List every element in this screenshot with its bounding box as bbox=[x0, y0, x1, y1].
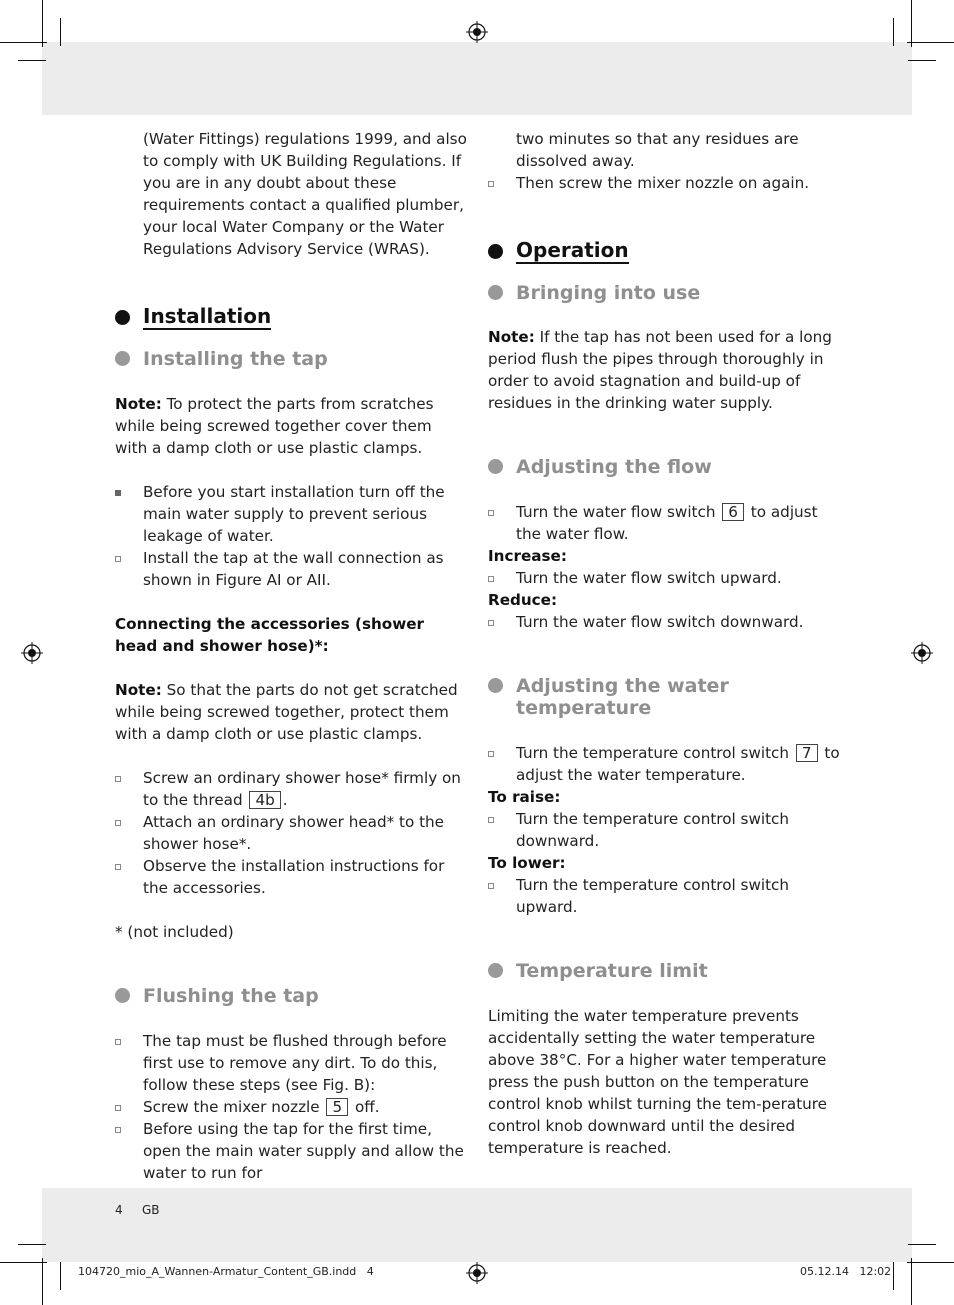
crop-mark bbox=[42, 0, 43, 47]
note-paragraph: Note: If the tap has not been used for a long period flush the pipes through thoroughly in order to avoid stagnation and build-up of residues in the drinking water supply. bbox=[488, 328, 832, 412]
square-bullet-icon bbox=[488, 510, 494, 516]
intro-paragraph: (Water Fittings) regulations 1999, and also to comply with UK Building Regulations. If you are in any doubt about these requirements contact a qualified plumber, your local Water Company or the Water Regulations Advisory Service (WRAS). bbox=[143, 130, 467, 258]
heading-dot-icon bbox=[115, 351, 130, 366]
list-item: Before using the tap for the first time, open the main water supply and allow the water to run for bbox=[115, 1118, 467, 1184]
installing-tap-heading: Installing the tap bbox=[115, 348, 467, 370]
crop-mark bbox=[893, 1262, 894, 1290]
square-bullet-icon bbox=[115, 820, 121, 826]
heading-dot-icon bbox=[115, 988, 130, 1003]
crop-mark bbox=[907, 1262, 954, 1263]
list-item: Turn the temperature control switch 7 to adjust the water temperature. bbox=[488, 742, 840, 786]
right-column bbox=[488, 128, 840, 1159]
part-reference: 4b bbox=[249, 791, 280, 809]
reduce-label: Reduce: bbox=[488, 591, 558, 609]
list-item: Turn the water flow switch downward. bbox=[488, 611, 840, 633]
list-item: Then screw the mixer nozzle on again. bbox=[488, 172, 840, 194]
square-bullet-icon bbox=[115, 776, 121, 782]
list-item: Attach an ordinary shower head* to the shower hose*. bbox=[115, 811, 467, 855]
page-number: 4 bbox=[115, 1203, 123, 1217]
list-item: Before you start installation turn off the main water supply to prevent serious leakage of water. bbox=[115, 481, 467, 547]
crop-mark bbox=[42, 1258, 43, 1305]
square-bullet-icon bbox=[115, 1127, 121, 1133]
square-bullet-icon bbox=[115, 556, 121, 562]
registration-mark-icon bbox=[466, 1262, 488, 1284]
language-code: GB bbox=[142, 1203, 160, 1217]
part-reference: 7 bbox=[796, 744, 818, 762]
note-paragraph: Note: So that the parts do not get scratched while being screwed together, protect them with a damp cloth or use plastic clamps. bbox=[115, 681, 458, 743]
crop-mark bbox=[911, 0, 912, 47]
operation-heading: Operation bbox=[488, 236, 840, 266]
footer-band bbox=[42, 1188, 912, 1262]
connecting-subheading: Connecting the accessories (shower head and shower hose)*: bbox=[115, 615, 425, 655]
square-bullet-icon bbox=[488, 883, 494, 889]
continued-text: two minutes so that any residues are dissolved away. bbox=[516, 130, 799, 170]
crop-mark bbox=[60, 1262, 61, 1290]
lower-label: To lower: bbox=[488, 854, 566, 872]
square-bullet-icon bbox=[488, 576, 494, 582]
list-item: Turn the temperature control switch upward. bbox=[488, 874, 840, 918]
crop-mark bbox=[18, 60, 46, 61]
crop-mark bbox=[0, 42, 47, 43]
crop-mark bbox=[911, 1258, 912, 1305]
square-bullet-icon bbox=[115, 864, 121, 870]
part-reference: 5 bbox=[326, 1098, 348, 1116]
list-item: Screw an ordinary shower hose* firmly on to the thread 4b . bbox=[115, 767, 467, 811]
heading-dot-icon bbox=[488, 244, 503, 259]
list-item: Observe the installation instructions for the accessories. bbox=[115, 855, 467, 899]
registration-mark-icon bbox=[466, 21, 488, 43]
heading-dot-icon bbox=[488, 963, 503, 978]
flow-heading: Adjusting the flow bbox=[488, 456, 840, 478]
file-slug: 104720_mio_A_Wannen-Armatur_Content_GB.indd 4 bbox=[78, 1265, 374, 1278]
increase-label: Increase: bbox=[488, 547, 567, 565]
list-item: Screw the mixer nozzle 5 off. bbox=[115, 1096, 467, 1118]
crop-mark bbox=[908, 1244, 936, 1245]
crop-mark bbox=[60, 18, 61, 46]
header-band bbox=[42, 42, 912, 115]
footnote: * (not included) bbox=[115, 923, 234, 941]
flushing-heading: Flushing the tap bbox=[115, 985, 467, 1007]
square-bullet-icon bbox=[488, 181, 494, 187]
square-bullet-icon bbox=[488, 817, 494, 823]
note-paragraph: Note: To protect the parts from scratches while being screwed together cover them with a damp cloth or use plastic clamps. bbox=[115, 395, 434, 457]
square-bullet-icon bbox=[488, 751, 494, 757]
installation-heading: Installation bbox=[115, 302, 467, 332]
list-item: The tap must be flushed through before first use to remove any dirt. To do this, follow these steps (see Fig. B): bbox=[115, 1030, 467, 1096]
list-item: Turn the temperature control switch downward. bbox=[488, 808, 840, 852]
part-reference: 6 bbox=[722, 503, 744, 521]
left-column bbox=[115, 128, 467, 1184]
list-item: Install the tap at the wall connection as shown in Figure AI or AII. bbox=[115, 547, 467, 591]
heading-dot-icon bbox=[115, 310, 130, 325]
filled-square-bullet-icon bbox=[115, 490, 121, 496]
registration-mark-icon bbox=[911, 642, 933, 664]
square-bullet-icon bbox=[488, 620, 494, 626]
square-bullet-icon bbox=[115, 1105, 121, 1111]
registration-mark-icon bbox=[21, 642, 43, 664]
list-item: Turn the water flow switch 6 to adjust the water flow. bbox=[488, 501, 840, 545]
temperature-heading: Adjusting the water temperature bbox=[488, 675, 840, 719]
crop-mark bbox=[18, 1244, 46, 1245]
square-bullet-icon bbox=[115, 1039, 121, 1045]
heading-dot-icon bbox=[488, 285, 503, 300]
limit-paragraph: Limiting the water temperature prevents accidentally setting the water temperature above 38°C. For a higher water temperature press the push button on the temperature control knob whilst turning the tem-perature control knob downward until the desired temperature is reached. bbox=[488, 1007, 828, 1157]
bringing-heading: Bringing into use bbox=[488, 282, 840, 304]
crop-mark bbox=[908, 60, 936, 61]
heading-dot-icon bbox=[488, 459, 503, 474]
crop-mark bbox=[893, 18, 894, 46]
date-slug: 05.12.14 12:02 bbox=[800, 1265, 892, 1278]
list-item: Turn the water flow switch upward. bbox=[488, 567, 840, 589]
heading-dot-icon bbox=[488, 678, 503, 693]
raise-label: To raise: bbox=[488, 788, 561, 806]
crop-mark bbox=[907, 42, 954, 43]
temperature-limit-heading: Temperature limit bbox=[488, 960, 840, 982]
crop-mark bbox=[0, 1262, 47, 1263]
